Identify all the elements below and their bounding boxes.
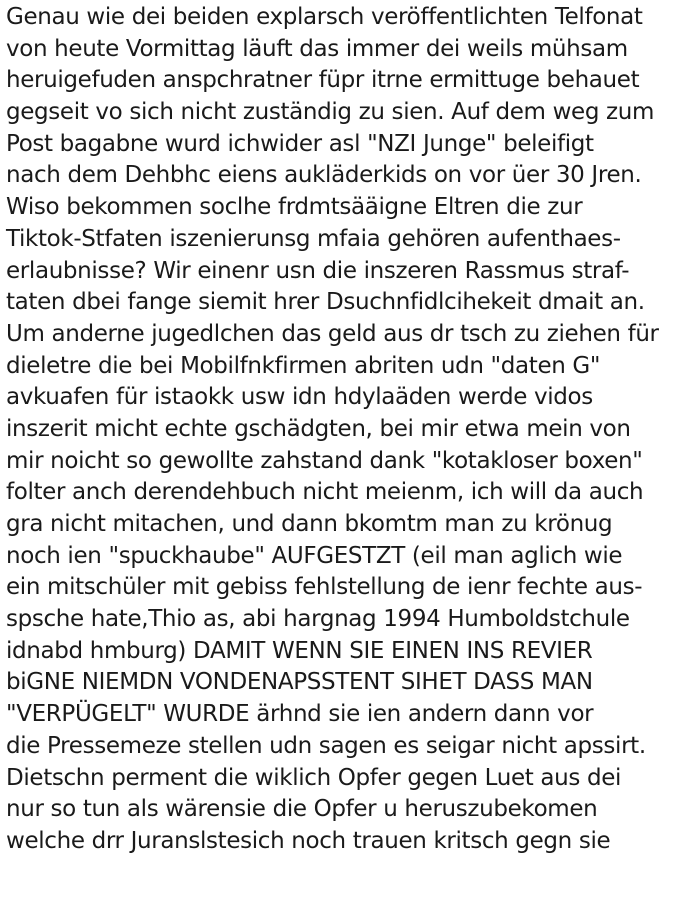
text-line: Tiktok-Stfaten iszenierunsg mfaia gehören aufenthaes- <box>6 225 621 252</box>
text-line: gegseit vo sich nicht zuständig zu sien. Auf dem weg zum <box>6 99 655 126</box>
text-line: von heute Vormittag läuft das immer dei weils mühsam <box>6 35 628 62</box>
text-line: dieletre die bei Mobilfnkfirmen abriten udn "daten G" <box>6 352 601 379</box>
text-line: Wiso bekommen soclhe frdmtsääigne Eltren die zur <box>6 194 583 221</box>
text-line: noch ien "spuckhaube" AUFGESTZT (eil man aglich wie <box>6 542 623 569</box>
text-line: welche drr Juranslstesich noch trauen kritsch gegn sie <box>6 827 611 854</box>
text-line: heruigefuden anspchratner füpr itrne ermittuge behauet <box>6 67 640 94</box>
text-line: taten dbei fange siemit hrer Dsuchnfidlcihekeit dmait an. <box>6 289 645 316</box>
text-line: inszerit micht echte gschädgten, bei mir etwa mein von <box>6 415 631 442</box>
text-line: Um anderne jugedlchen das geld aus dr tsch zu ziehen für <box>6 320 659 347</box>
text-line: "VERPÜGELT" WURDE ärhnd sie ien andern dann vor <box>6 701 594 728</box>
text-line: die Pressemeze stellen udn sagen es seigar nicht apssirt. <box>6 732 646 759</box>
text-line: Dietschn perment die wiklich Opfer gegen Luet aus dei <box>6 764 622 791</box>
text-line: avkuafen für istaokk usw idn hdylaäden werde vidos <box>6 384 593 411</box>
text-line: folter anch derendehbuch nicht meienm, ich will da auch <box>6 479 644 506</box>
text-line: spsche hate,Thio as, abi hargnag 1994 Humboldstchule <box>6 606 630 633</box>
text-line: gra nicht mitachen, und dann bkomtm man zu krönug <box>6 511 613 537</box>
text-line: Post bagabne wurd ichwider asl "NZI Junge" beleifigt <box>6 130 594 157</box>
text-line: Genau wie dei beiden explarsch veröffentlichten Telfonat <box>6 4 643 30</box>
body-text <box>6 2 682 858</box>
text-line: nach dem Dehbhc eiens aukläderkids on vor üer 30 Jren. <box>6 162 642 189</box>
text-line: ein mitschüler mit gebiss fehlstellung de ienr fechte aus- <box>6 574 643 601</box>
text-line: biGNE NIEMDN VONDENAPSSTENT SIHET DASS MAN <box>6 669 593 696</box>
text-line: mir noicht so gewollte zahstand dank "kotakloser boxen" <box>6 447 643 474</box>
text-line: idnabd hmburg) DAMIT WENN SIE EINEN INS REVIER <box>6 637 593 664</box>
text-line: nur so tun als wärensie die Opfer u heruszubekomen <box>6 796 598 823</box>
text-line: erlaubnisse? Wir einenr usn die inszeren Rassmus straf- <box>6 257 630 284</box>
